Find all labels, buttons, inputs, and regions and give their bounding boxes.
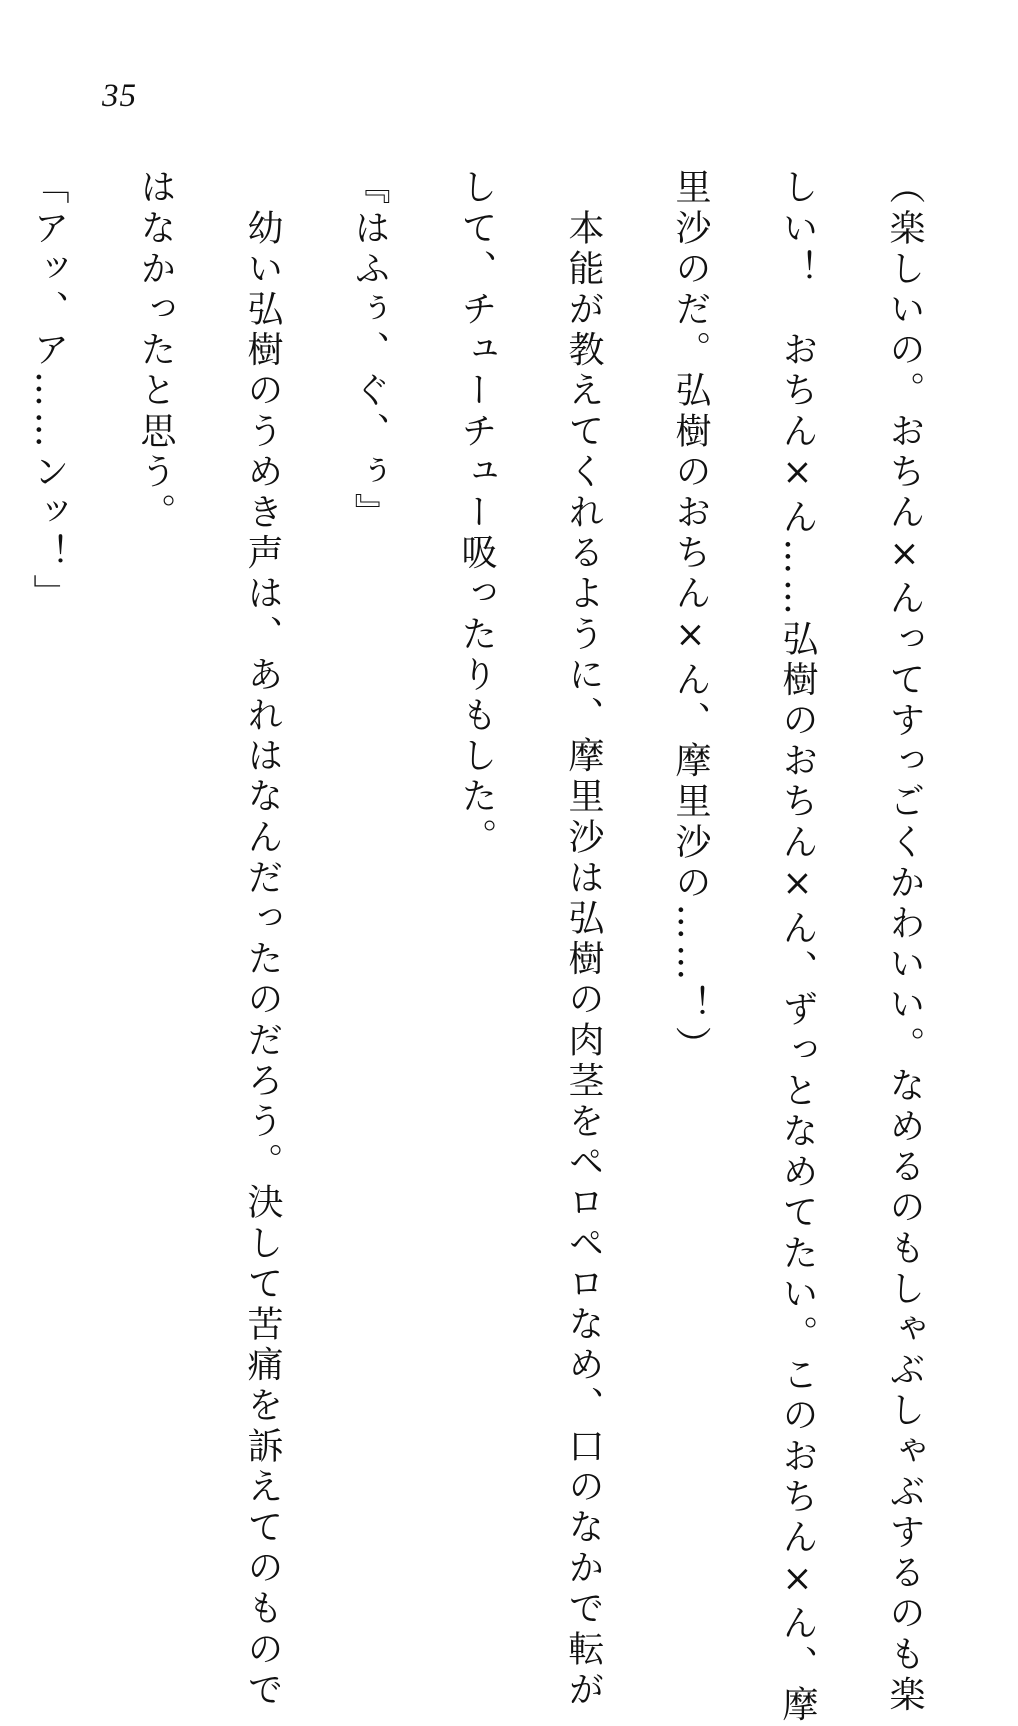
- text-line: 『はふぅ、ぐ、ぅ』: [349, 168, 390, 534]
- text-line: しい！ おちん×ん……弘樹のおちん×ん、ずっとなめてたい。このおちん×ん、摩: [777, 168, 818, 1726]
- text-line: して、チューチュー吸ったりもした。: [456, 168, 497, 859]
- page-number: 35: [102, 78, 137, 114]
- text-line: 本能が教えてくれるように、摩里沙は弘樹の肉茎をペロペロなめ、口のなかで転が: [563, 168, 604, 1711]
- text-line: はなかったと思う。: [135, 168, 176, 534]
- text-line: （楽しいの。おちん×んってすっごくかわいい。なめるのもしゃぶしゃぶするのも楽: [884, 168, 925, 1716]
- text-line: 里沙のだ。弘樹のおちん×ん、摩里沙の……！）: [670, 168, 711, 1067]
- vertical-text-body: [28, 168, 958, 1726]
- text-line: 「アッ、ア……ンッ！」: [28, 168, 69, 615]
- text-line: 幼い弘樹のうめき声は、あれはなんだったのだろう。決して苦痛を訴えてのもので: [242, 168, 283, 1711]
